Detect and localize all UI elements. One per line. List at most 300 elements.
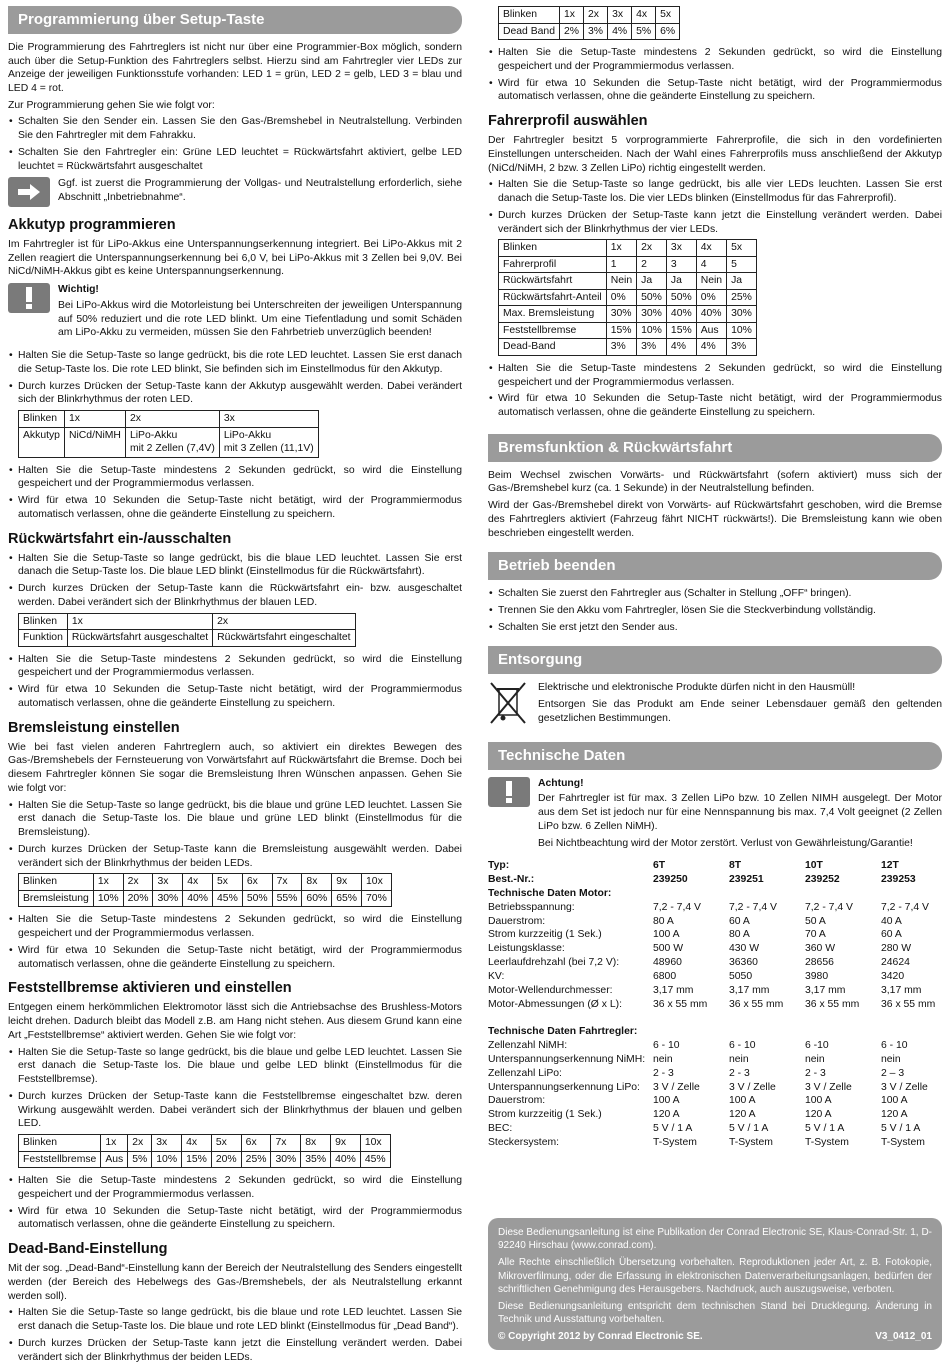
table-cell: LiPo-Akku mit 3 Zellen (11,1V): [219, 427, 318, 457]
table-header-cell: 4x: [182, 1135, 212, 1152]
spec-cell: 5 V / 1 A: [881, 1122, 921, 1134]
spec-cell: 100 A: [653, 929, 680, 941]
table-header-cell: 8x: [302, 874, 332, 891]
footer-text: Diese Bedienungsanleitung ist eine Publikation der Conrad Electronic SE, Klaus-Conrad-Str. 1, D-92240 Hirschau (www.conrad.com).: [498, 1227, 932, 1252]
bullet-list: [488, 46, 942, 104]
list-item: • Durch kurzes Drücken der Setup-Taste kann jetzt die Einstellung verändert werden. Dabei verändert sich der Blinkrhythmus der vier LEDs.: [488, 209, 942, 236]
spec-cell: 5 V / 1 A: [653, 1122, 693, 1134]
list-item: • Halten Sie die Setup-Taste so lange gedrückt, bis die blaue LED leuchtet. Lassen Sie erst danach die Setup-Taste los. Die blaue LED blinkt (Einstellmodus für die Rückwärtsfahrt).: [8, 552, 462, 579]
table-cell: 20%: [123, 890, 153, 907]
spec-cell: 120 A: [805, 1109, 832, 1121]
copyright: © Copyright 2012 by Conrad Electronic SE.: [498, 1331, 703, 1343]
table-cell: Bremsleistung: [19, 890, 94, 907]
spec-row: [488, 859, 942, 873]
table-cell: 4%: [608, 23, 632, 40]
spec-cell: 6800: [653, 970, 677, 982]
table-header-cell: Blinken: [19, 411, 65, 428]
table-header-cell: 1x: [101, 1135, 128, 1152]
paragraph: Der Fahrtregler besitzt 5 vorprogrammierte Fahrerprofile, die sich in den vordefinierten Einstellungen unterscheiden. Nach der Wahl eines Fahrerprofils muss anschließend der Akkutyp (NiCd/NiMH, 2 bzw. 3 Zellen LiPo) richtig eingestellt werden.: [488, 135, 942, 174]
bullet-list: [488, 362, 942, 420]
table-cell: 50%: [666, 289, 696, 306]
spec-row: [488, 873, 942, 887]
table-header-cell: 2x: [123, 874, 153, 891]
spec-cell: 3,17 mm: [729, 984, 770, 996]
spec-cell: 3 V / Zelle: [805, 1081, 852, 1093]
spec-cell: Strom kurzzeitig (1 Sek.): [488, 1109, 602, 1121]
table-cell: Akkutyp: [19, 427, 65, 457]
table-header-cell: Blinken: [19, 1135, 101, 1152]
table-row: [499, 7, 680, 24]
spec-cell: 28656: [805, 957, 834, 969]
warning-title: Wichtig!: [58, 284, 99, 296]
list-item: • Schalten Sie den Sender ein. Lassen Sie den Gas-/Bremshebel in Neutralstellung. Verbinden Sie den Fahrtregler mit dem Fahrakku.: [8, 115, 462, 142]
spec-cell: 80 A: [729, 929, 750, 941]
section-heading: Bremsleistung einstellen: [8, 719, 180, 736]
table-cell: 3%: [637, 339, 667, 356]
spec-row: [488, 1136, 942, 1150]
table-cell: Nein: [696, 273, 726, 290]
table-header-cell: 2x: [125, 411, 219, 428]
table-cell: Fahrerprofil: [499, 256, 607, 273]
version: V3_0412_01: [875, 1331, 932, 1343]
spec-cell: 3420: [881, 970, 905, 982]
table-header-cell: 2x: [637, 240, 667, 257]
table-cell: 4%: [666, 339, 696, 356]
table-header-cell: 1x: [606, 240, 636, 257]
spec-cell: 280 W: [881, 943, 912, 955]
spec-cell: 120 A: [729, 1109, 756, 1121]
table-header-cell: 4x: [183, 874, 213, 891]
spec-cell: [805, 887, 881, 901]
footer-text: Alle Rechte einschließlich Übersetzung vorbehalten. Reproduktionen jeder Art, z. B. Fotokopie, Mikroverfilmung, oder die Erfassung in elektronischen Datenverarbeitungsanlagen, bedürfen der schriftlichen Genehmigung des Herausgebers. Nachdruck, auch auszugsweise, verboten.: [498, 1257, 932, 1295]
spec-cell: 3,17 mm: [805, 984, 846, 996]
table-cell: Feststellbremse: [19, 1151, 101, 1168]
spec-cell: nein: [729, 1053, 749, 1065]
left-column: [8, 6, 462, 1367]
spec-cell: [881, 1011, 942, 1025]
spec-cell: Typ:: [488, 860, 510, 872]
spec-cell: 2 - 3: [653, 1067, 674, 1079]
table-cell: Rückwärtsfahrt ausgeschaltet: [67, 630, 212, 647]
spec-cell: 6 - 10: [881, 1040, 908, 1052]
parking-brake-table: [18, 1134, 391, 1168]
spec-cell: T-System: [653, 1136, 697, 1148]
table-header-cell: 7x: [272, 874, 302, 891]
spec-cell: 100 A: [881, 1095, 908, 1107]
list-item: • Halten Sie die Setup-Taste mindestens 2 Sekunden gedrückt, so wird die Einstellung gespeichert und der Programmiermodus verlassen.: [8, 913, 462, 940]
table-cell: 50%: [637, 289, 667, 306]
table-header-cell: 3x: [219, 411, 318, 428]
table-cell: 30%: [271, 1151, 301, 1168]
bullet-list: [488, 587, 942, 634]
spec-cell: 2 - 3: [805, 1067, 826, 1079]
spec-cell: 3,17 mm: [881, 984, 922, 996]
table-row: [499, 23, 680, 40]
table-header-cell: 3x: [152, 1135, 182, 1152]
spec-cell: 8T: [729, 860, 742, 872]
paragraph: Entgegen einem herkömmlichen Elektromotor lässt sich die Antriebsachse des Brushless-Motors leicht drehen. Dadurch bleibt das Modell z.B. am Hang nicht stehen. Aus diesem Grund kann eine Art „Feststellbremse“ aktiviert werden. Gehen Sie wie folgt vor:: [8, 1002, 462, 1041]
paragraph: Wird der Gas-/Bremshebel direkt von Vorwärts- auf Rückwärtsfahrt geschoben, wird die Bremse des Fahrtreglers aktiviert (Fahrzeug fährt NICHT rückwärts!). Die Bremsleistung kann wie oben beschrieben eingestellt werden.: [488, 500, 942, 539]
table-cell: 1: [606, 256, 636, 273]
right-column: [488, 6, 942, 1156]
table-cell: 45%: [360, 1151, 390, 1168]
table-cell: Nein: [606, 273, 636, 290]
paragraph: Mit der sog. „Dead-Band“-Einstellung kann der Bereich der Neutralstellung des Senders eingestellt werden (der Bereich des Hebelwegs des Gas-/Bremshebels, der als Neutralstellung erkannt werden soll).: [8, 1263, 462, 1302]
spec-cell: [805, 1025, 881, 1039]
bullet-list: [8, 1046, 462, 1131]
table-cell: 30%: [727, 306, 757, 323]
table-cell: 3%: [606, 339, 636, 356]
crossed-bin-icon: [488, 681, 530, 730]
spec-cell: 5 V / 1 A: [805, 1122, 845, 1134]
list-item: • Wird für etwa 10 Sekunden die Setup-Taste nicht betätigt, wird der Programmiermodus automatisch verlassen, ohne die geänderte Einstellung zu speichern.: [488, 77, 942, 104]
table-cell: 40%: [666, 306, 696, 323]
spec-cell: Technische Daten Fahrtregler:: [488, 1026, 638, 1038]
table-header-cell: 3x: [608, 7, 632, 24]
table-cell: 20%: [211, 1151, 241, 1168]
spec-cell: Unterspannungserkennung LiPo:: [488, 1081, 640, 1093]
spec-row: [488, 970, 942, 984]
spec-cell: Leistungsklasse:: [488, 943, 565, 955]
spec-cell: Best.-Nr.:: [488, 874, 535, 886]
spec-row: [488, 1011, 942, 1025]
list-item: • Halten Sie die Setup-Taste so lange gedrückt, bis die blaue und rote LED leuchtet. Lassen Sie erst danach die Setup-Taste los. Die blaue und rote LED blinkt (Einstellmodus für „Dead Band“).: [8, 1306, 462, 1333]
spec-cell: 3 V / Zelle: [881, 1081, 928, 1093]
spec-cell: 48960: [653, 957, 682, 969]
bullet-list: [8, 349, 462, 407]
spec-cell: 50 A: [805, 915, 826, 927]
spec-cell: 239252: [805, 874, 840, 886]
table-cell: 15%: [606, 322, 636, 339]
spec-cell: Dauerstrom:: [488, 1095, 546, 1107]
warning-title: Achtung!: [538, 777, 584, 789]
table-cell: Rückwärtsfahrt: [499, 273, 607, 290]
spec-row: [488, 1053, 942, 1067]
list-item: • Wird für etwa 10 Sekunden die Setup-Taste nicht betätigt, wird der Programmiermodus automatisch verlassen, ohne die geänderte Einstellung zu speichern.: [488, 392, 942, 419]
spec-cell: 36 x 55 mm: [729, 998, 784, 1010]
list-item: • Durch kurzes Drücken der Setup-Taste kann die Bremsleistung ausgewählt werden. Dabei verändert sich der Blinkrhythmus der beiden LEDs.: [8, 843, 462, 870]
spec-row: [488, 915, 942, 929]
table-header-cell: 4x: [632, 7, 656, 24]
spec-cell: 6 - 10: [729, 1040, 756, 1052]
spec-cell: [653, 1025, 729, 1039]
table-header-cell: 1x: [67, 613, 212, 630]
table-cell: Feststellbremse: [499, 322, 607, 339]
table-cell: Ja: [637, 273, 667, 290]
table-cell: 70%: [362, 890, 392, 907]
spec-cell: Strom kurzzeitig (1 Sek.): [488, 929, 602, 941]
table-cell: Aus: [696, 322, 726, 339]
bullet-list: [8, 552, 462, 610]
table-cell: 10%: [93, 890, 123, 907]
table-cell: 25%: [727, 289, 757, 306]
spec-cell: BEC:: [488, 1122, 513, 1134]
spec-row: [488, 1094, 942, 1108]
bullet-list: [8, 799, 462, 871]
spec-cell: Betriebsspannung:: [488, 901, 575, 913]
warning-box: [488, 777, 942, 854]
spec-row: [488, 1025, 942, 1039]
spec-cell: 36 x 55 mm: [653, 998, 708, 1010]
paragraph: Zur Programmierung gehen Sie wie folgt vor:: [8, 99, 215, 111]
table-cell: 40%: [331, 1151, 361, 1168]
footer-text: Diese Bedienungsanleitung entspricht dem technischen Stand bei Drucklegung. Änderung in Technik und Ausstattung vorbehalten.: [498, 1300, 932, 1326]
spec-cell: Zellenzahl NiMH:: [488, 1040, 568, 1052]
table-cell: 2%: [560, 23, 584, 40]
paragraph: Im Fahrtregler ist für LiPo-Akkus eine Unterspannungserkennung integriert. Bei LiPo-Akkus mit 2 Zellen reagiert die Unterspannungserkennung bei 6,0 V, bei LiPo-Akkus mit 3 Zellen bei 9,0V. Bei NiCd/NiMH-Akkus gibt es keine Unterspannungserkennung.: [8, 239, 462, 278]
list-item: • Wird für etwa 10 Sekunden die Setup-Taste nicht betätigt, wird der Programmiermodus automatisch verlassen, ohne die geänderte Einstellung zu speichern.: [8, 944, 462, 971]
spec-cell: 5050: [729, 970, 753, 982]
reverse-table: [18, 613, 356, 647]
list-item: • Halten Sie die Setup-Taste so lange gedrückt, bis die blaue und grüne LED leuchtet. Lassen Sie erst danach die Setup-Taste los. Die blaue und grüne LED blinkt (Einstellmodus für die Bremsleistung).: [8, 799, 462, 840]
table-cell: Aus: [101, 1151, 128, 1168]
spec-cell: 7,2 - 7,4 V: [653, 901, 701, 913]
spec-row: [488, 1067, 942, 1081]
table-row: [19, 613, 356, 630]
list-item: • Durch kurzes Drücken der Setup-Taste kann der Akkutyp ausgewählt werden. Dabei verändert sich der Blinkrhythmus der roten LED.: [8, 380, 462, 407]
spec-cell: [653, 1011, 729, 1025]
table-cell: 4%: [696, 339, 726, 356]
exclamation-icon: [8, 283, 50, 313]
table-cell: 2: [637, 256, 667, 273]
list-item: • Schalten Sie den Fahrtregler ein: Grüne LED leuchtet = Rückwärtsfahrt aktiviert, gelbe LED leuchtet = Rückwärtsfahrt ausgeschaltet: [8, 146, 462, 173]
spec-cell: 3 V / Zelle: [653, 1081, 700, 1093]
spec-cell: [653, 887, 729, 901]
table-cell: NiCd/NiMH: [64, 427, 125, 457]
brake-table: [18, 873, 392, 907]
spec-cell: 70 A: [805, 929, 826, 941]
spec-cell: 5 V / 1 A: [729, 1122, 769, 1134]
paragraph: Die Programmierung des Fahrtreglers ist nicht nur über eine Programmier-Box möglich, sondern auch über die Setup-Funktion des Fahrtreglers selbst. Hierzu sind am Fahrtregler vier LEDs zur Anzeige der jeweiligen Funktionsstufe vorhanden: LED 1 = grün, LED 2 = gelb, LED 3 = blau und LED 4 = rot.: [8, 41, 462, 94]
spec-cell: Dauerstrom:: [488, 915, 546, 927]
table-cell: Dead Band: [499, 23, 560, 40]
list-item: • Wird für etwa 10 Sekunden die Setup-Taste nicht betätigt, wird der Programmiermodus automatisch verlassen, ohne die geänderte Einstellung zu speichern.: [8, 1205, 462, 1232]
list-item: • Halten Sie die Setup-Taste mindestens 2 Sekunden gedrückt, so wird die Einstellung gespeichert und der Programmiermodus verlassen.: [488, 362, 942, 389]
spec-cell: 60 A: [881, 929, 902, 941]
paragraph: Beim Wechsel zwischen Vorwärts- und Rückwärtsfahrt (sofern aktiviert) muss sich der Gas-/Bremshebel kurz (ca. 1 Sekunde) in der Neutralstellung befinden.: [488, 469, 942, 495]
spec-cell: 10T: [805, 860, 823, 872]
table-header-cell: 5x: [213, 874, 243, 891]
spec-cell: 100 A: [653, 1095, 680, 1107]
spec-cell: [488, 1011, 653, 1025]
spec-row: [488, 998, 942, 1012]
spec-row: [488, 887, 942, 901]
hint-box: [8, 177, 462, 207]
paragraph: Wie bei fast vielen anderen Fahrtreglern auch, so aktiviert ein direktes Bewegen des Gas-/Bremshebels der Fernsteuerung von Vorwärtsfahrt auf Rückwärtsfahrt die Bremse. Doch bei diesem Fahrtregler können Sie sogar die Bremsleistung Ihren Wünschen anpassen. Gehen Sie wie folgt vor:: [8, 741, 462, 794]
table-cell: 3%: [584, 23, 608, 40]
spec-row: [488, 1039, 942, 1053]
spec-cell: [805, 1011, 881, 1025]
table-header-cell: 5x: [211, 1135, 241, 1152]
spec-cell: 120 A: [653, 1109, 680, 1121]
table-header-cell: 2x: [128, 1135, 152, 1152]
spec-cell: nein: [881, 1053, 901, 1065]
list-item: • Durch kurzes Drücken der Setup-Taste kann jetzt die Einstellung verändert werden. Dabei verändert sich der Blinkrhythmus der beiden LEDs.: [8, 1337, 462, 1364]
spec-cell: 100 A: [729, 1095, 756, 1107]
table-cell: 10%: [727, 322, 757, 339]
table-header-cell: 5x: [656, 7, 680, 24]
list-item: • Halten Sie die Setup-Taste so lange gedrückt, bis die rote LED leuchtet. Lassen Sie erst danach die Setup-Taste los. Die rote LED blinkt, Sie befinden sich im Einstellmodus für den Akkutyp.: [8, 349, 462, 376]
table-cell: Dead-Band: [499, 339, 607, 356]
table-cell: 0%: [606, 289, 636, 306]
table-cell: LiPo-Akku mit 2 Zellen (7,4V): [125, 427, 219, 457]
spec-cell: [729, 887, 805, 901]
spec-row: [488, 1108, 942, 1122]
list-item: • Durch kurzes Drücken der Setup-Taste kann die Feststellbremse eingeschaltet bzw. deren Wirkung ausgewählt werden. Dabei verändert sich der Blinkrhythmus der blauen und gelben LED.: [8, 1090, 462, 1131]
exclamation-icon: [488, 777, 530, 807]
table-cell: 10%: [637, 322, 667, 339]
spec-cell: [881, 887, 942, 901]
table-header-cell: 2x: [213, 613, 355, 630]
table-cell: 15%: [182, 1151, 212, 1168]
warning-box: [8, 283, 462, 343]
spec-cell: nein: [805, 1053, 825, 1065]
spec-cell: 100 A: [805, 1095, 832, 1107]
spec-cell: Steckersystem:: [488, 1136, 560, 1148]
spec-cell: Motor-Wellendurchmesser:: [488, 984, 613, 996]
paragraph: Elektrische und elektronische Produkte dürfen nicht in den Hausmüll!: [538, 682, 856, 694]
spec-cell: 3980: [805, 970, 829, 982]
spec-cell: [729, 1011, 805, 1025]
bullet-list: [8, 115, 462, 173]
bullet-list: [488, 178, 942, 236]
list-item: • Wird für etwa 10 Sekunden die Setup-Taste nicht betätigt, wird der Programmiermodus automatisch verlassen, ohne die geänderte Einstellung zu speichern.: [8, 683, 462, 710]
spec-row: [488, 901, 942, 915]
table-row: [19, 1151, 391, 1168]
table-cell: 65%: [332, 890, 362, 907]
spec-cell: 36 x 55 mm: [805, 998, 860, 1010]
spec-cell: 3,17 mm: [653, 984, 694, 996]
section-heading: Rückwärtsfahrt ein-/ausschalten: [8, 530, 232, 547]
bullet-list: [8, 653, 462, 711]
spec-cell: 40 A: [881, 915, 902, 927]
section-title: Entsorgung: [488, 646, 942, 674]
spec-cell: 239251: [729, 874, 764, 886]
table-header-cell: 10x: [360, 1135, 390, 1152]
table-row: [19, 427, 319, 457]
list-item: • Halten Sie die Setup-Taste mindestens 2 Sekunden gedrückt, so wird die Einstellung gespeichert und der Programmiermodus verlassen.: [8, 653, 462, 680]
table-header-cell: 1x: [560, 7, 584, 24]
table-header-cell: Blinken: [19, 874, 94, 891]
spec-cell: 36 x 55 mm: [881, 998, 936, 1010]
spec-cell: nein: [653, 1053, 673, 1065]
table-header-cell: 5x: [727, 240, 757, 257]
spec-cell: Leerlaufdrehzahl (bei 7,2 V):: [488, 957, 620, 969]
arrow-right-icon: [8, 177, 50, 207]
bullet-list: [8, 464, 462, 522]
spec-cell: 360 W: [805, 943, 836, 955]
spec-cell: T-System: [881, 1136, 925, 1148]
spec-cell: 6 - 10: [653, 1040, 680, 1052]
spec-row: [488, 984, 942, 998]
spec-cell: 500 W: [653, 943, 684, 955]
spec-cell: 80 A: [653, 915, 674, 927]
spec-cell: 60 A: [729, 915, 750, 927]
spec-cell: 2 – 3: [881, 1067, 905, 1079]
table-header-cell: 8x: [301, 1135, 331, 1152]
spec-cell: KV:: [488, 970, 505, 982]
table-cell: Rückwärtsfahrt-Anteil: [499, 289, 607, 306]
spec-cell: Technische Daten Motor:: [488, 887, 612, 899]
table-cell: 30%: [606, 306, 636, 323]
driver-profile-table: [498, 239, 757, 356]
section-heading: Dead-Band-Einstellung: [8, 1241, 168, 1257]
table-row: [19, 1135, 391, 1152]
section-heading: Feststellbremse aktivieren und einstellen: [8, 980, 292, 997]
hint-text: Ggf. ist zuerst die Programmierung der Vollgas- und Neutralstellung erforderlich, siehe Abschnitt „Inbetriebnahme“.: [58, 178, 462, 204]
spec-cell: 7,2 - 7,4 V: [729, 901, 777, 913]
table-header-cell: Blinken: [499, 7, 560, 24]
table-header-cell: Blinken: [19, 613, 68, 630]
section-title: Betrieb beenden: [488, 552, 942, 580]
table-header-cell: 7x: [271, 1135, 301, 1152]
publisher-footer: [488, 1218, 942, 1350]
table-header-cell: Blinken: [499, 240, 607, 257]
spec-cell: [881, 1025, 942, 1039]
table-row: [19, 411, 319, 428]
table-cell: 40%: [183, 890, 213, 907]
table-row: [499, 322, 757, 339]
table-cell: 4: [696, 256, 726, 273]
table-cell: Funktion: [19, 630, 68, 647]
section-title: Technische Daten: [488, 742, 942, 770]
list-item: • Halten Sie die Setup-Taste mindestens 2 Sekunden gedrückt, so wird die Einstellung gespeichert und der Programmiermodus verlassen.: [488, 46, 942, 73]
table-row: [499, 289, 757, 306]
tech-spec-table: [488, 859, 942, 1149]
spec-cell: 36360: [729, 957, 758, 969]
warning-text: Bei LiPo-Akkus wird die Motorleistung bei Unterschreiten der jeweiligen Unterspannung auf 50% reduziert und die rote LED blinkt. Um eine Tiefentladung und somit Schäden am LiPo-Akku zu vermeiden, müssen Sie den Fahrbetrieb unverzüglich beenden!: [58, 299, 462, 339]
bullet-list: [8, 1174, 462, 1232]
section-title: Bremsfunktion & Rückwärtsfahrt: [488, 434, 942, 462]
table-cell: 25%: [241, 1151, 271, 1168]
section-heading: Akkutyp programmieren: [8, 216, 176, 233]
table-header-cell: 3x: [153, 874, 183, 891]
akkutyp-table: [18, 410, 319, 458]
table-header-cell: 9x: [332, 874, 362, 891]
table-row: [499, 306, 757, 323]
spec-cell: 430 W: [729, 943, 760, 955]
spec-cell: Zellenzahl LiPo:: [488, 1067, 562, 1079]
table-cell: 6%: [656, 23, 680, 40]
table-cell: 30%: [637, 306, 667, 323]
table-cell: Max. Bremsleistung: [499, 306, 607, 323]
table-cell: Rückwärtsfahrt eingeschaltet: [213, 630, 355, 647]
spec-cell: 6T: [653, 860, 666, 872]
list-item: • Halten Sie die Setup-Taste so lange gedrückt, bis die blaue und gelbe LED leuchtet. Lassen Sie erst danach die Setup-Taste los. Die blaue und gelbe LED blinkt (Einstellmodus für die Feststellbremse).: [8, 1046, 462, 1087]
spec-cell: 3 V / Zelle: [729, 1081, 776, 1093]
spec-cell: 7,2 - 7,4 V: [881, 901, 929, 913]
spec-cell: T-System: [729, 1136, 773, 1148]
table-cell: 60%: [302, 890, 332, 907]
table-row: [19, 890, 392, 907]
table-row: [499, 256, 757, 273]
spec-cell: 12T: [881, 860, 899, 872]
list-item: • Durch kurzes Drücken der Setup-Taste kann die Rückwärtsfahrt ein- bzw. ausgeschaltet werden. Dabei verändert sich der Blinkrhythmus der blauen LED.: [8, 582, 462, 609]
list-item: • Halten Sie die Setup-Taste mindestens 2 Sekunden gedrückt, so wird die Einstellung gespeichert und der Programmiermodus verlassen.: [8, 464, 462, 491]
spec-row: [488, 1081, 942, 1095]
table-header-cell: 1x: [93, 874, 123, 891]
bullet-list: [8, 1306, 462, 1364]
table-cell: Ja: [666, 273, 696, 290]
table-row: [499, 339, 757, 356]
table-header-cell: 9x: [331, 1135, 361, 1152]
table-cell: 50%: [242, 890, 272, 907]
table-cell: 35%: [301, 1151, 331, 1168]
section-title: Programmierung über Setup-Taste: [8, 6, 462, 34]
list-item: • Halten Sie die Setup-Taste so lange gedrückt, bis alle vier LEDs leuchten. Lassen Sie erst danach die Setup-Taste los. Die vier LEDs blinken (Einstellmodus für das Fahrerprofil).: [488, 178, 942, 205]
table-cell: 0%: [696, 289, 726, 306]
table-row: [499, 273, 757, 290]
